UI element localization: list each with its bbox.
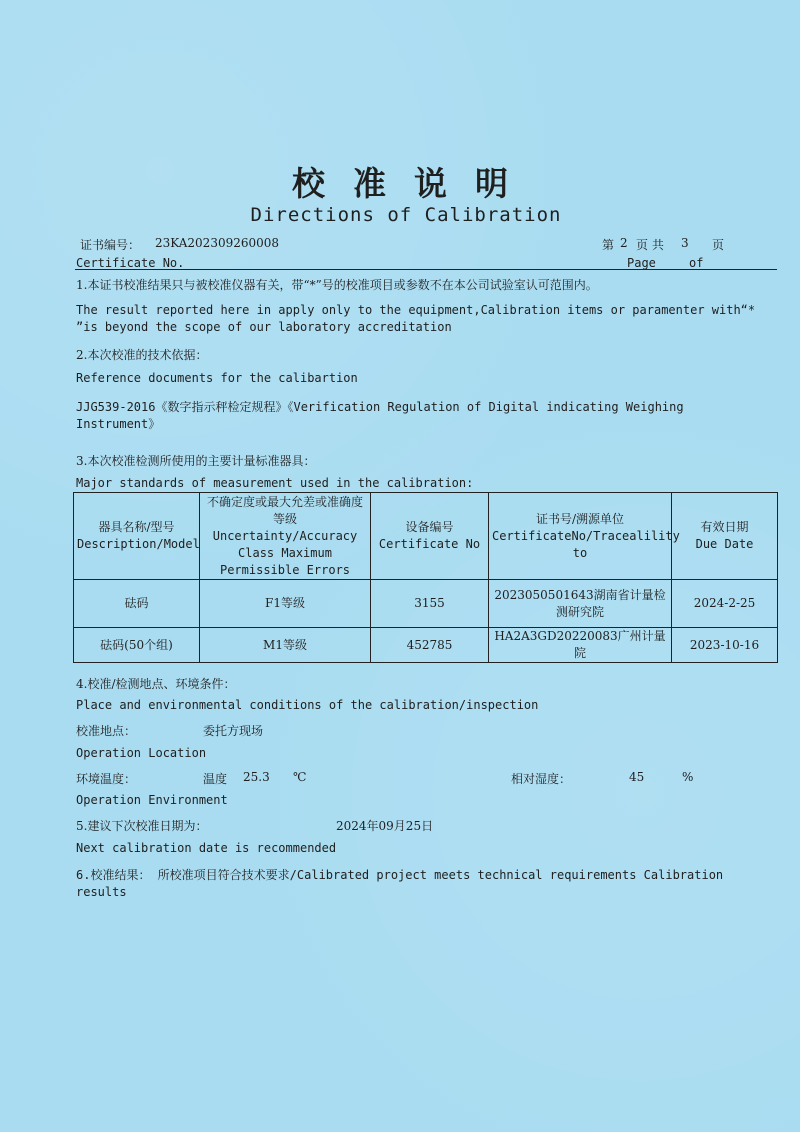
section3-cn: 3.本次校准检测所使用的主要计量标准器具： xyxy=(76,454,316,468)
header-cn: 不确定度或最大允差或准确度等级 xyxy=(206,494,363,526)
header-en: Certificate No xyxy=(378,537,481,551)
table-cell: 砝码(50个组) xyxy=(74,628,200,663)
table-cell: 2023-10-16 xyxy=(672,628,778,663)
of-label-en: of xyxy=(689,256,704,270)
page-label-en: Page xyxy=(627,256,656,270)
header-en: Description/Model xyxy=(77,537,200,551)
env-en: Operation Environment xyxy=(76,793,228,807)
header-en: Uncertainty/Accuracy Class Maximum Permissible Errors xyxy=(212,528,358,577)
table-header-cell xyxy=(672,493,778,580)
page-total: 3 xyxy=(681,236,689,250)
table-cell: F1等级 xyxy=(200,580,371,628)
table-row xyxy=(74,580,778,628)
table-header-cell xyxy=(371,493,489,580)
cert-no-label-cn: 证书编号： xyxy=(80,238,141,252)
table-cell: M1等级 xyxy=(200,628,371,663)
humidity-unit: % xyxy=(682,770,694,784)
humidity-value: 45 xyxy=(629,770,645,784)
standards-table xyxy=(73,492,778,663)
table-cell: 2023050501643湖南省计量检测研究院 xyxy=(489,580,672,628)
page-title-en: Directions of Calibration xyxy=(250,204,562,226)
page-mid-label: 页 共 xyxy=(636,238,664,252)
table-cell: HA2A3GD20220083广州计量院 xyxy=(489,628,672,663)
location-en: Operation Location xyxy=(76,746,207,760)
table-header-cell xyxy=(74,493,200,580)
section6-result: 6.校准结果： 所校准项目符合技术要求/Calibrated project meets technical requirements Calibration results xyxy=(76,868,724,899)
section5-cn: 5.建议下次校准日期为： xyxy=(76,819,208,833)
header-cn: 有效日期 xyxy=(700,520,749,534)
humidity-label: 相对湿度： xyxy=(511,772,572,786)
env-label: 环境温度： xyxy=(76,772,137,786)
header-cn: 设备编号 xyxy=(405,520,454,534)
table-header-cell xyxy=(200,493,371,580)
section5-en: Next calibration date is recommended xyxy=(76,841,337,855)
next-calibration-date: 2024年09月25日 xyxy=(336,819,434,833)
table-header-cell xyxy=(489,493,680,580)
section4-cn: 4.校准/检测地点、环境条件： xyxy=(76,677,236,691)
cert-no-label-en: Certificate No. xyxy=(76,256,185,270)
location-label: 校准地点： xyxy=(76,724,137,738)
table-cell: 2024-2-25 xyxy=(672,580,778,628)
section1-cn: 1.本证书校准结果只与被校准仪器有关，带“*”号的校准项目或参数不在本公司试验室认可范围内。 xyxy=(76,278,598,292)
header-cn: 证书号/溯源单位 xyxy=(535,511,625,526)
table-cell: 3155 xyxy=(371,580,489,628)
temp-unit: ℃ xyxy=(293,770,307,784)
section2-cn: 2.本次校准的技术依据： xyxy=(76,348,208,362)
page-current: 2 xyxy=(620,236,628,250)
table-cell: 452785 xyxy=(371,628,489,663)
section3-en: Major standards of measurement used in the calibration: xyxy=(76,476,474,490)
section4-en: Place and environmental conditions of the calibration/inspection xyxy=(76,698,539,712)
temp-label: 温度 xyxy=(203,772,228,786)
header-en: CertificateNo/Tracealility to xyxy=(492,528,680,560)
table-row xyxy=(74,628,778,663)
page-title-cn: 校准说明 xyxy=(292,164,536,203)
location-value: 委托方现场 xyxy=(203,724,264,738)
section2-doc: JJG539-2016《数字指示秤检定规程》《Verification Regulation of Digital indicating Weighing Instrument》 xyxy=(76,400,684,431)
temp-value: 25.3 xyxy=(243,770,270,784)
header-en: Due Date xyxy=(695,537,754,551)
table-header-row xyxy=(74,493,778,580)
page-label-cn: 第 xyxy=(602,238,615,252)
header-cn: 器具名称/型号 xyxy=(98,520,175,534)
header-divider xyxy=(75,269,777,270)
section1-en: The result reported here in apply only to the equipment,Calibration items or paramenter with“* ”is beyond the scope of our laboratory accreditation xyxy=(76,303,756,334)
table-cell: 砝码 xyxy=(74,580,200,628)
page-end-label: 页 xyxy=(712,238,725,252)
cert-no-value: 23KA202309260008 xyxy=(155,236,280,250)
section2-en: Reference documents for the calibartion xyxy=(76,371,358,385)
